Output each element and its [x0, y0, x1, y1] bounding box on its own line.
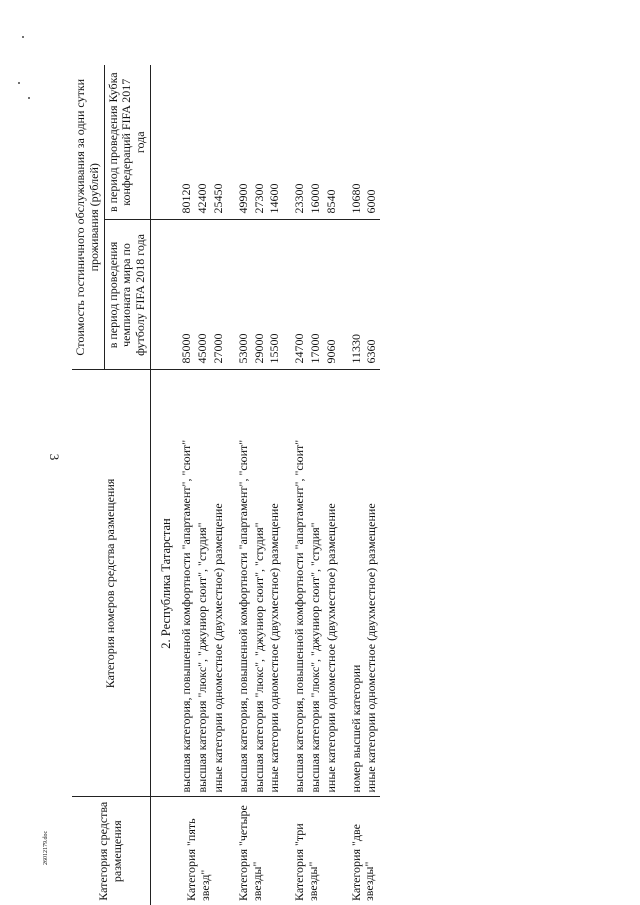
price-world-cup: 11330: [340, 220, 365, 370]
room-cell: иные категории одноместное (двухместное) размещение: [211, 370, 227, 797]
region-title: 2. Республика Татарстан: [150, 370, 179, 797]
room-cell: высшая категория, повышенной комфортности "апартамент", "сюит": [283, 370, 308, 797]
category-cell: Категория "пять звезд": [184, 818, 213, 901]
category-cell: Категория "три звезды": [292, 823, 320, 901]
scan-speck: [18, 82, 20, 84]
price-world-cup: 6360: [364, 220, 380, 370]
price-confed-cup: 49900: [227, 65, 252, 220]
region-row: [150, 65, 179, 905]
hotel-rates-table: [72, 65, 380, 905]
price-confed-cup: 14600: [267, 65, 283, 220]
header-period-world-cup: в период проведения чемпионата мира по футболу FIFA 2018 года: [104, 220, 150, 370]
price-confed-cup: 8540: [324, 65, 340, 220]
price-confed-cup: 25450: [211, 65, 227, 220]
price-world-cup: 29000: [252, 220, 268, 370]
price-world-cup: 45000: [195, 220, 211, 370]
table-row: [364, 65, 380, 905]
table-row: [227, 65, 252, 905]
price-world-cup: 85000: [179, 220, 195, 370]
price-confed-cup: 23300: [283, 65, 308, 220]
price-confed-cup: 16000: [308, 65, 324, 220]
category-cell: Категория "две звезды": [348, 824, 377, 901]
room-cell: номер высшей категории: [340, 370, 365, 797]
header-category: Категория средства размещения: [72, 797, 150, 905]
price-world-cup: 9060: [324, 220, 340, 370]
table-row: [340, 65, 365, 905]
scan-speck: [28, 97, 30, 99]
room-cell: иные категории одноместное (двухместное) размещение: [364, 370, 380, 797]
header-cost-group: Стоимость гостиничного обслуживания за одни сутки проживания (рублей): [72, 65, 104, 370]
footer-doc-code: 26012179.doc: [43, 830, 49, 865]
price-world-cup: 53000: [227, 220, 252, 370]
price-world-cup: 27000: [211, 220, 227, 370]
header-period-confed-cup: в период проведения Кубка конфедераций FIFA 2017 года: [104, 65, 150, 220]
rotated-table-container: [72, 65, 572, 905]
scan-speck: [22, 36, 24, 38]
room-cell: высшая категория "люкс", "джуниор сюит", "студия": [308, 370, 324, 797]
price-world-cup: 17000: [308, 220, 324, 370]
page-number: 3: [47, 453, 62, 461]
category-cell: Категория "четыре звезды": [235, 805, 264, 901]
price-world-cup: 15500: [267, 220, 283, 370]
table-row: [283, 65, 308, 905]
table-row: [252, 65, 268, 905]
table-row: [211, 65, 227, 905]
room-cell: высшая категория "люкс", "джуниор сюит", "студия": [195, 370, 211, 797]
room-cell: высшая категория, повышенной комфортности "апартамент", "сюит": [227, 370, 252, 797]
header-rooms: Категория номеров средства размещения: [72, 370, 150, 797]
price-confed-cup: 6000: [364, 65, 380, 220]
price-confed-cup: 27300: [252, 65, 268, 220]
price-confed-cup: 10680: [340, 65, 365, 220]
table-row: [308, 65, 324, 905]
table-header: [72, 65, 150, 905]
table-body: [150, 65, 380, 905]
table-row: [324, 65, 340, 905]
price-confed-cup: 42400: [195, 65, 211, 220]
room-cell: высшая категория, повышенной комфортности "апартамент", "сюит": [179, 370, 195, 797]
price-confed-cup: 80120: [179, 65, 195, 220]
table-row: [179, 65, 195, 905]
room-cell: высшая категория "люкс", "джуниор сюит", "студия": [252, 370, 268, 797]
table-row: [195, 65, 211, 905]
room-cell: иные категории одноместное (двухместное) размещение: [267, 370, 283, 797]
room-cell: иные категории одноместное (двухместное) размещение: [324, 370, 340, 797]
table-row: [267, 65, 283, 905]
price-world-cup: 24700: [283, 220, 308, 370]
